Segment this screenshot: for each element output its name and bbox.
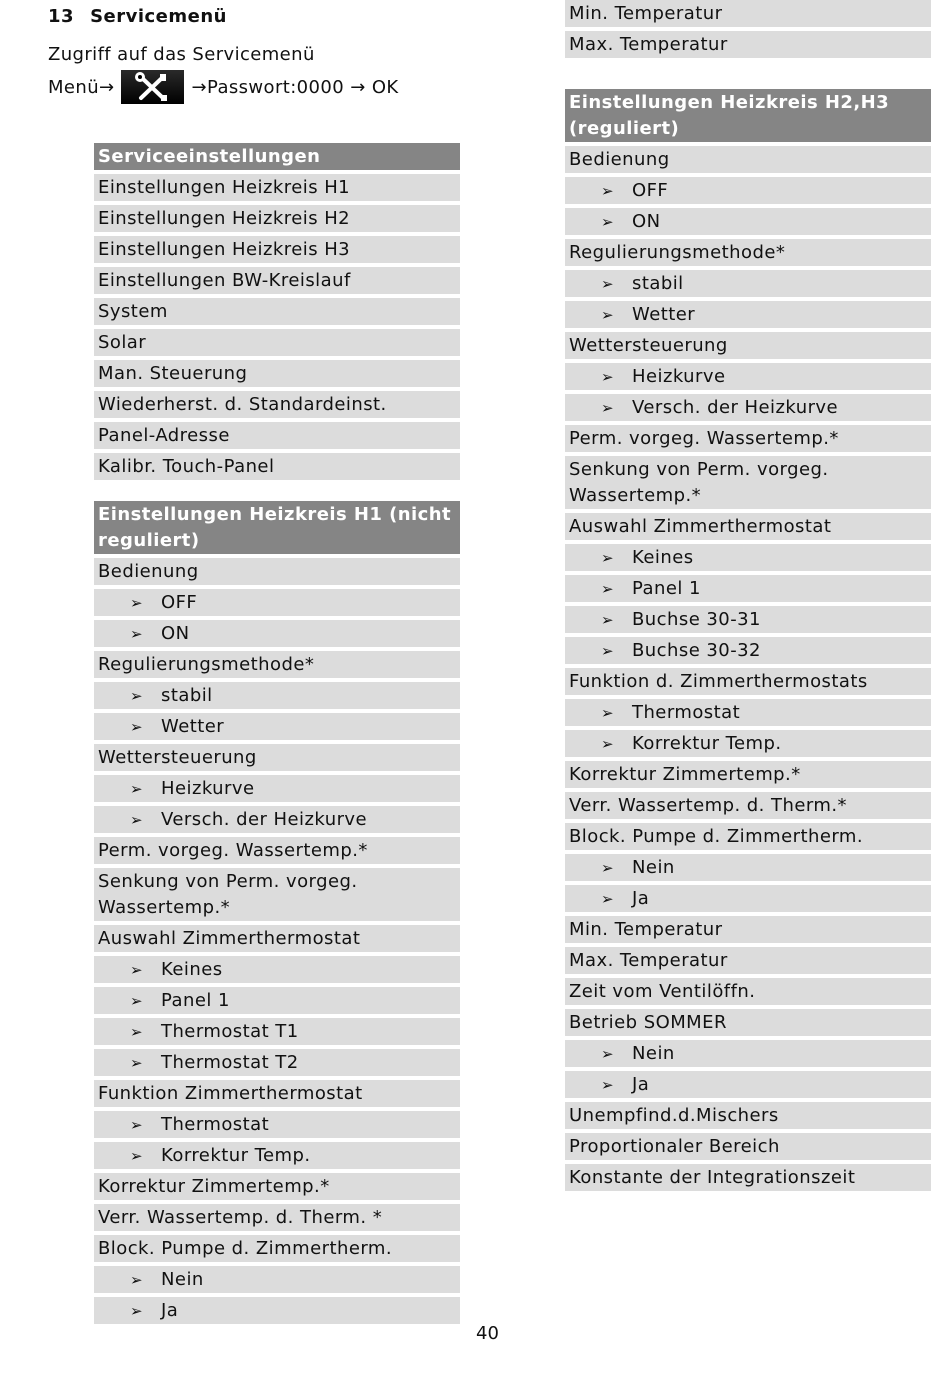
menu-item-row	[565, 425, 931, 452]
row-label: Zeit vom Ventilöffn.	[569, 981, 756, 1002]
row-label: Kalibr. Touch-Panel	[98, 456, 275, 477]
arrow-bullet-icon: ➢	[601, 704, 615, 722]
sub-option-row	[94, 1142, 460, 1169]
arrow-bullet-icon: ➢	[601, 213, 615, 231]
arrow-bullet-icon: ➢	[601, 890, 615, 908]
row-label: Unempfind.d.Mischers	[569, 1105, 779, 1126]
section-heading	[48, 6, 227, 27]
arrow-bullet-icon: ➢	[601, 1045, 615, 1063]
sub-option-row	[94, 1297, 460, 1324]
menu-item-row	[565, 1102, 931, 1129]
sub-option-row	[565, 885, 931, 912]
sub-option-row	[565, 637, 931, 664]
sub-option-row	[565, 177, 931, 204]
row-label: Keines	[632, 547, 694, 568]
row-label: Max. Temperatur	[569, 34, 728, 55]
menu-item-row	[94, 651, 460, 678]
menu-item-row	[94, 205, 460, 232]
row-label: Wiederherst. d. Standardeinst.	[98, 394, 387, 415]
section-subtitle: Zugriff auf das Servicemenü	[48, 44, 315, 65]
sub-option-row	[565, 363, 931, 390]
menu-item-row	[94, 868, 460, 921]
row-label: Einstellungen Heizkreis H1	[98, 177, 351, 198]
row-label: Ja	[632, 888, 650, 909]
row-label: Korrektur Zimmertemp.*	[569, 764, 801, 785]
menu-item-row	[94, 422, 460, 449]
arrow-bullet-icon: ➢	[601, 859, 615, 877]
arrow-bullet-icon: ➢	[601, 182, 615, 200]
row-label: Serviceeinstellungen	[98, 146, 321, 167]
row-label: Nein	[632, 1043, 675, 1064]
menu-item-row	[565, 513, 931, 540]
service-menu-table	[94, 143, 460, 484]
menu-item-row	[94, 453, 460, 480]
row-label: Panel 1	[161, 990, 230, 1011]
row-label: Solar	[98, 332, 147, 353]
sub-option-row	[94, 1266, 460, 1293]
arrow-bullet-icon: ➢	[130, 1302, 144, 1320]
menu-item-row	[565, 916, 931, 943]
arrow-bullet-icon: ➢	[601, 306, 615, 324]
menu-item-row	[94, 744, 460, 771]
menu-item-row	[94, 1235, 460, 1262]
row-label: Einstellungen BW-Kreislauf	[98, 270, 351, 291]
row-label: Buchse 30-32	[632, 640, 761, 661]
menu-item-row	[565, 239, 931, 266]
row-label: stabil	[161, 685, 213, 706]
menu-item-row	[94, 236, 460, 263]
menu-item-row	[565, 792, 931, 819]
row-label: Ja	[161, 1300, 179, 1321]
menu-item-row	[565, 668, 931, 695]
sub-option-row	[94, 589, 460, 616]
table-header	[94, 501, 460, 554]
row-label: Verr. Wassertemp. d. Therm. *	[98, 1207, 383, 1228]
row-label: stabil	[632, 273, 684, 294]
sub-option-row	[565, 730, 931, 757]
sub-option-row	[94, 956, 460, 983]
row-label: Thermostat	[632, 702, 741, 723]
sub-option-row	[94, 682, 460, 709]
sub-option-row	[565, 544, 931, 571]
arrow-bullet-icon: ➢	[130, 961, 144, 979]
menu-item-row	[94, 558, 460, 585]
menu-item-row	[565, 146, 931, 173]
row-label: Senkung von Perm. vorgeg. Wassertemp.*	[569, 459, 829, 506]
row-label: Auswahl Zimmerthermostat	[98, 928, 361, 949]
row-label: Bedienung	[98, 561, 199, 582]
sub-option-row	[94, 987, 460, 1014]
menu-item-row	[94, 298, 460, 325]
menu-item-row	[565, 978, 931, 1005]
menu-item-row	[565, 1133, 931, 1160]
sub-option-row	[565, 301, 931, 328]
section-number: 13	[48, 6, 75, 27]
menu-item-row	[565, 456, 931, 509]
row-label: Max. Temperatur	[569, 950, 728, 971]
h1-settings-table	[94, 501, 460, 1328]
row-label: Thermostat T1	[161, 1021, 299, 1042]
access-suffix: →Passwort:0000 → OK	[191, 76, 399, 98]
table-header	[94, 143, 460, 170]
arrow-bullet-icon: ➢	[130, 1116, 144, 1134]
menu-item-row	[94, 1080, 460, 1107]
row-label: Auswahl Zimmerthermostat	[569, 516, 832, 537]
menu-item-row	[94, 360, 460, 387]
arrow-bullet-icon: ➢	[130, 1271, 144, 1289]
menu-item-row	[94, 837, 460, 864]
sub-option-row	[565, 1040, 931, 1067]
arrow-bullet-icon: ➢	[130, 625, 144, 643]
row-label: System	[98, 301, 168, 322]
sub-option-row	[94, 1018, 460, 1045]
row-label: OFF	[632, 180, 669, 201]
table-header	[565, 89, 931, 142]
menu-item-row	[94, 1173, 460, 1200]
arrow-bullet-icon: ➢	[130, 1147, 144, 1165]
arrow-bullet-icon: ➢	[601, 642, 615, 660]
menu-item-row	[94, 329, 460, 356]
row-label: Wettersteuerung	[98, 747, 257, 768]
menu-item-row	[94, 174, 460, 201]
sub-option-row	[94, 620, 460, 647]
menu-item-row	[565, 1009, 931, 1036]
row-label: Block. Pumpe d. Zimmertherm.	[569, 826, 864, 847]
menu-item-row	[565, 823, 931, 850]
row-label: Funktion d. Zimmerthermostats	[569, 671, 868, 692]
arrow-bullet-icon: ➢	[601, 549, 615, 567]
sub-option-row	[94, 713, 460, 740]
access-path	[48, 70, 399, 104]
row-label: ON	[632, 211, 661, 232]
sub-option-row	[94, 1049, 460, 1076]
menu-item-row	[94, 925, 460, 952]
row-label: Heizkurve	[161, 778, 255, 799]
sub-option-row	[94, 1111, 460, 1138]
row-label: Verr. Wassertemp. d. Therm.*	[569, 795, 847, 816]
row-label: Korrektur Temp.	[632, 733, 782, 754]
row-label: Panel 1	[632, 578, 701, 599]
row-label: Einstellungen Heizkreis H1 (nicht reguliert)	[98, 504, 452, 551]
sub-option-row	[565, 1071, 931, 1098]
arrow-bullet-icon: ➢	[130, 594, 144, 612]
row-label: Senkung von Perm. vorgeg. Wassertemp.*	[98, 871, 358, 918]
sub-option-row	[565, 699, 931, 726]
row-label: Korrektur Zimmertemp.*	[98, 1176, 330, 1197]
menu-item-row	[565, 0, 931, 27]
row-label: Perm. vorgeg. Wassertemp.*	[569, 428, 839, 449]
sub-option-row	[94, 775, 460, 802]
menu-item-row	[94, 1204, 460, 1231]
row-label: Funktion Zimmerthermostat	[98, 1083, 363, 1104]
arrow-bullet-icon: ➢	[130, 687, 144, 705]
row-label: Proportionaler Bereich	[569, 1136, 780, 1157]
row-label: Heizkurve	[632, 366, 726, 387]
sub-option-row	[565, 606, 931, 633]
arrow-bullet-icon: ➢	[601, 580, 615, 598]
sub-option-row	[94, 806, 460, 833]
row-label: Einstellungen Heizkreis H2	[98, 208, 351, 229]
row-label: Ja	[632, 1074, 650, 1095]
menu-item-row	[94, 391, 460, 418]
row-label: Man. Steuerung	[98, 363, 248, 384]
tools-icon	[121, 70, 184, 104]
row-label: Buchse 30-31	[632, 609, 761, 630]
arrow-bullet-icon: ➢	[130, 811, 144, 829]
arrow-bullet-icon: ➢	[130, 780, 144, 798]
sub-option-row	[565, 575, 931, 602]
menu-item-row	[565, 31, 931, 58]
sub-option-row	[565, 394, 931, 421]
h23-settings-table	[565, 89, 931, 1195]
row-label: Thermostat T2	[161, 1052, 299, 1073]
row-label: Versch. der Heizkurve	[632, 397, 839, 418]
menu-item-row	[565, 947, 931, 974]
access-prefix: Menü→	[48, 76, 115, 98]
row-label: Block. Pumpe d. Zimmertherm.	[98, 1238, 393, 1259]
arrow-bullet-icon: ➢	[601, 275, 615, 293]
row-label: Einstellungen Heizkreis H3	[98, 239, 351, 260]
sub-option-row	[565, 270, 931, 297]
arrow-bullet-icon: ➢	[601, 1076, 615, 1094]
row-label: Nein	[632, 857, 675, 878]
arrow-bullet-icon: ➢	[130, 1023, 144, 1041]
row-label: Konstante der Integrationszeit	[569, 1167, 856, 1188]
menu-item-row	[565, 1164, 931, 1191]
sub-option-row	[565, 854, 931, 881]
row-label: Perm. vorgeg. Wassertemp.*	[98, 840, 368, 861]
row-label: Bedienung	[569, 149, 670, 170]
row-label: Einstellungen Heizkreis H2,H3 (reguliert)	[569, 92, 890, 139]
menu-item-row	[565, 332, 931, 359]
section-title: Servicemenü	[90, 6, 227, 27]
row-label: Wettersteuerung	[569, 335, 728, 356]
arrow-bullet-icon: ➢	[130, 718, 144, 736]
row-label: Min. Temperatur	[569, 3, 723, 24]
row-label: Regulierungsmethode*	[569, 242, 786, 263]
row-label: Wetter	[161, 716, 225, 737]
row-label: Nein	[161, 1269, 204, 1290]
row-label: Thermostat	[161, 1114, 270, 1135]
row-label: Regulierungsmethode*	[98, 654, 315, 675]
row-label: Panel-Adresse	[98, 425, 230, 446]
row-label: Keines	[161, 959, 223, 980]
row-label: Wetter	[632, 304, 696, 325]
row-label: Versch. der Heizkurve	[161, 809, 368, 830]
sub-option-row	[565, 208, 931, 235]
row-label: Betrieb SOMMER	[569, 1012, 727, 1033]
arrow-bullet-icon: ➢	[601, 611, 615, 629]
arrow-bullet-icon: ➢	[130, 992, 144, 1010]
menu-item-row	[94, 267, 460, 294]
row-label: ON	[161, 623, 190, 644]
arrow-bullet-icon: ➢	[601, 399, 615, 417]
arrow-bullet-icon: ➢	[601, 735, 615, 753]
row-label: Min. Temperatur	[569, 919, 723, 940]
row-label: OFF	[161, 592, 198, 613]
arrow-bullet-icon: ➢	[601, 368, 615, 386]
page-number: 40	[476, 1323, 499, 1344]
arrow-bullet-icon: ➢	[130, 1054, 144, 1072]
row-label: Korrektur Temp.	[161, 1145, 311, 1166]
continued-settings-table	[565, 0, 931, 62]
menu-item-row	[565, 761, 931, 788]
